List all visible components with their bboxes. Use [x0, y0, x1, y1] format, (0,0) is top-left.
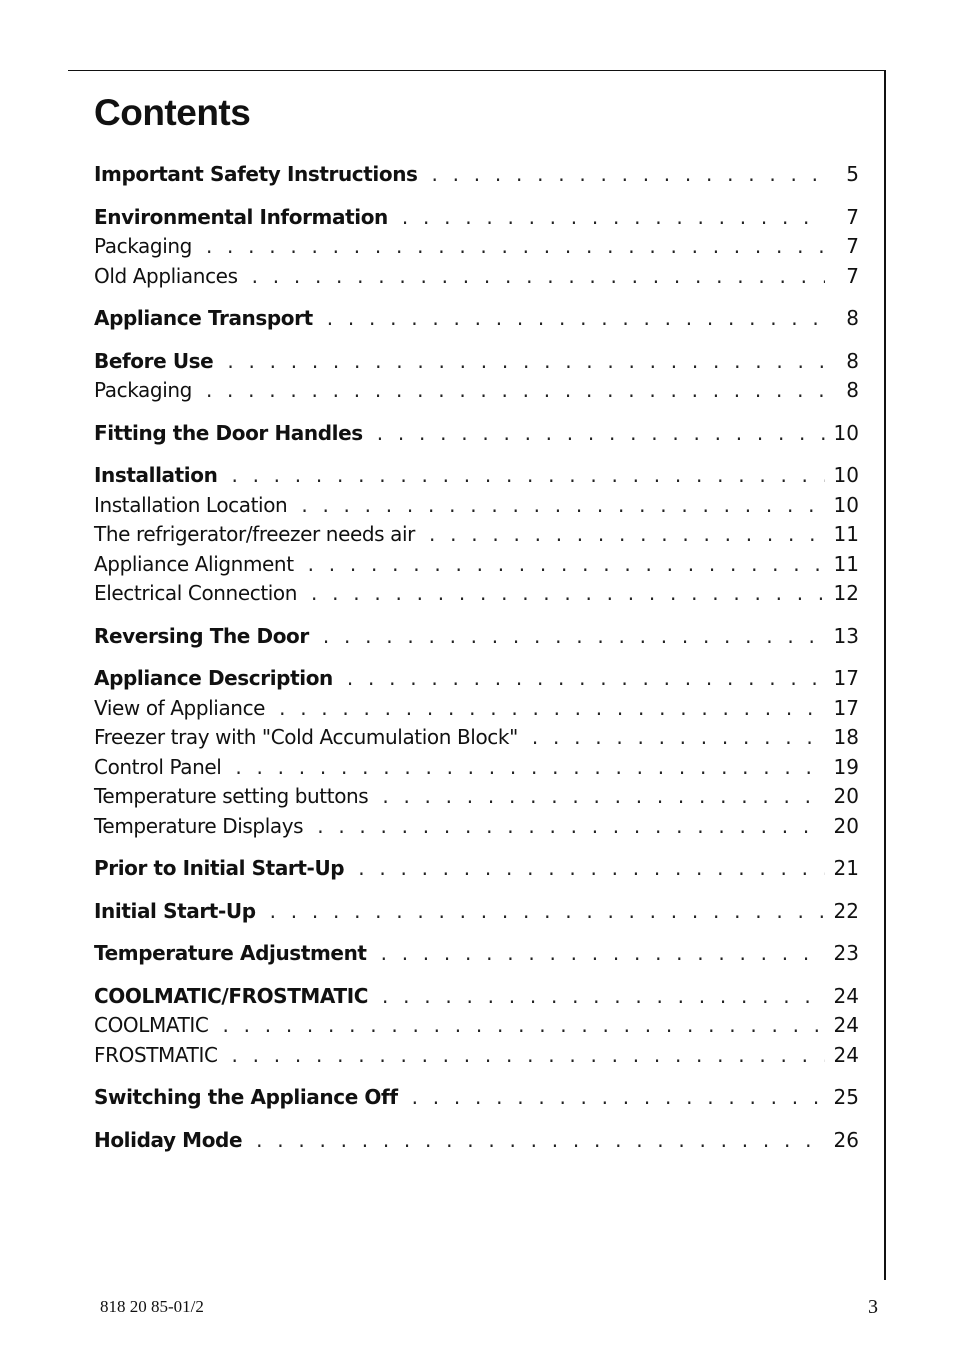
toc-section-entry [94, 347, 859, 377]
toc-entry-title: Reversing The Door [94, 623, 309, 648]
toc-section-entry [94, 461, 859, 491]
toc-group [94, 854, 859, 884]
toc-entry-title: Appliance Alignment [94, 551, 294, 576]
dot-leader [222, 1011, 825, 1041]
toc-subsection-entry [94, 550, 859, 580]
toc-entry-page: 12 [833, 581, 859, 605]
toc-group [94, 939, 859, 969]
toc-entry-title: The refrigerator/freezer needs air [94, 522, 415, 546]
toc-entry-page: 22 [833, 898, 859, 923]
toc-group [94, 1083, 859, 1113]
toc-entry-page: 8 [846, 348, 859, 373]
top-rule [68, 70, 885, 71]
toc-subsection-entry [94, 782, 859, 812]
toc-entry-page: 11 [833, 522, 859, 546]
toc-entry-page: 26 [833, 1127, 859, 1152]
dot-leader [532, 723, 825, 753]
dot-leader [227, 347, 825, 377]
toc-entry-title: Switching the Appliance Off [94, 1085, 398, 1109]
toc-entry-title: Temperature Adjustment [94, 941, 367, 965]
toc-entry-page: 25 [833, 1085, 859, 1109]
toc-entry-page: 19 [833, 754, 859, 779]
toc-entry-page: 10 [833, 420, 859, 445]
toc-entry-title: Environmental Information [94, 204, 388, 229]
toc-entry-page: 24 [833, 983, 859, 1008]
page-number: 3 [868, 1296, 878, 1318]
dot-leader [231, 461, 825, 491]
toc-entry-title: Holiday Mode [94, 1127, 243, 1152]
document-code: 818 20 85-01/2 [100, 1297, 204, 1316]
toc-entry-title: Temperature setting buttons [94, 784, 369, 808]
toc-entry-page: 5 [846, 162, 859, 186]
toc-section-entry [94, 1083, 859, 1113]
toc-group [94, 1126, 859, 1156]
toc-entry-page: 7 [846, 263, 859, 288]
toc-entry-page: 21 [833, 856, 859, 880]
toc-entry-title: Freezer tray with "Cold Accumulation Block" [94, 725, 518, 749]
toc-entry-title: Old Appliances [94, 263, 238, 288]
toc-entry-page: 23 [833, 941, 859, 965]
table-of-contents [94, 160, 859, 1168]
toc-entry-title: COOLMATIC/FROSTMATIC [94, 983, 369, 1008]
toc-section-entry [94, 419, 859, 449]
toc-section-entry [94, 982, 859, 1012]
toc-group [94, 160, 859, 190]
toc-entry-title: Appliance Transport [94, 306, 313, 330]
toc-entry-page: 17 [833, 695, 859, 720]
dot-leader [279, 694, 825, 724]
page-title: Contents [94, 92, 251, 133]
toc-entry-page: 8 [846, 306, 859, 330]
toc-entry-title: Before Use [94, 348, 214, 373]
dot-leader [235, 753, 825, 783]
toc-entry-title: COOLMATIC [94, 1013, 209, 1037]
toc-subsection-entry [94, 376, 859, 406]
toc-entry-title: Important Safety Instructions [94, 162, 418, 186]
dot-leader [429, 520, 825, 550]
toc-section-entry [94, 897, 859, 927]
toc-entry-page: 7 [846, 204, 859, 229]
toc-entry-title: Appliance Description [94, 666, 333, 690]
dot-leader [323, 622, 825, 652]
dot-leader [206, 232, 825, 262]
toc-group [94, 461, 859, 609]
toc-section-entry [94, 854, 859, 884]
toc-group [94, 664, 859, 841]
dot-leader [206, 376, 825, 406]
dot-leader [402, 203, 825, 233]
dot-leader [308, 550, 825, 580]
toc-subsection-entry [94, 1011, 859, 1041]
toc-subsection-entry [94, 579, 859, 609]
toc-group [94, 897, 859, 927]
toc-entry-title: Control Panel [94, 754, 222, 779]
dot-leader [317, 812, 825, 842]
dot-leader [358, 854, 825, 884]
toc-entry-title: FROSTMATIC [94, 1042, 218, 1067]
toc-entry-page: 18 [833, 725, 859, 749]
dot-leader [432, 160, 825, 190]
toc-entry-title: Packaging [94, 234, 192, 258]
toc-entry-page: 20 [833, 813, 859, 838]
toc-subsection-entry [94, 262, 859, 292]
toc-entry-page: 11 [833, 551, 859, 576]
toc-subsection-entry [94, 232, 859, 262]
dot-leader [270, 897, 825, 927]
toc-subsection-entry [94, 812, 859, 842]
toc-subsection-entry [94, 520, 859, 550]
toc-group [94, 622, 859, 652]
toc-section-entry [94, 664, 859, 694]
toc-entry-title: Prior to Initial Start-Up [94, 856, 345, 880]
dot-leader [382, 982, 825, 1012]
dot-leader [347, 664, 825, 694]
toc-entry-page: 17 [833, 666, 859, 690]
toc-subsection-entry [94, 1041, 859, 1071]
toc-section-entry [94, 939, 859, 969]
toc-section-entry [94, 304, 859, 334]
toc-entry-page: 8 [846, 378, 859, 402]
toc-entry-title: Installation Location [94, 492, 288, 517]
toc-entry-page: 13 [833, 623, 859, 648]
toc-entry-page: 24 [833, 1042, 859, 1067]
toc-entry-page: 24 [833, 1013, 859, 1037]
toc-entry-page: 10 [833, 492, 859, 517]
toc-subsection-entry [94, 491, 859, 521]
toc-group [94, 982, 859, 1071]
toc-group [94, 419, 859, 449]
dot-leader [301, 491, 825, 521]
toc-group [94, 203, 859, 292]
toc-entry-title: Electrical Connection [94, 581, 298, 605]
toc-entry-title: Temperature Displays [94, 813, 304, 838]
dot-leader [256, 1126, 825, 1156]
dot-leader [311, 579, 825, 609]
right-margin-rule [884, 70, 886, 1280]
toc-entry-title: Fitting the Door Handles [94, 420, 363, 445]
toc-section-entry [94, 622, 859, 652]
toc-entry-title: Packaging [94, 378, 192, 402]
dot-leader [327, 304, 825, 334]
toc-group [94, 347, 859, 406]
toc-entry-page: 10 [833, 463, 859, 487]
dot-leader [412, 1083, 825, 1113]
toc-entry-title: View of Appliance [94, 695, 266, 720]
toc-entry-page: 20 [833, 784, 859, 808]
toc-entry-title: Initial Start-Up [94, 898, 256, 923]
dot-leader [381, 939, 825, 969]
toc-section-entry [94, 1126, 859, 1156]
toc-subsection-entry [94, 694, 859, 724]
dot-leader [377, 419, 825, 449]
dot-leader [232, 1041, 825, 1071]
toc-group [94, 304, 859, 334]
dot-leader [382, 782, 825, 812]
toc-entry-page: 7 [846, 234, 859, 258]
toc-section-entry [94, 203, 859, 233]
dot-leader [252, 262, 825, 292]
toc-section-entry [94, 160, 859, 190]
toc-subsection-entry [94, 753, 859, 783]
toc-subsection-entry [94, 723, 859, 753]
toc-entry-title: Installation [94, 463, 218, 487]
